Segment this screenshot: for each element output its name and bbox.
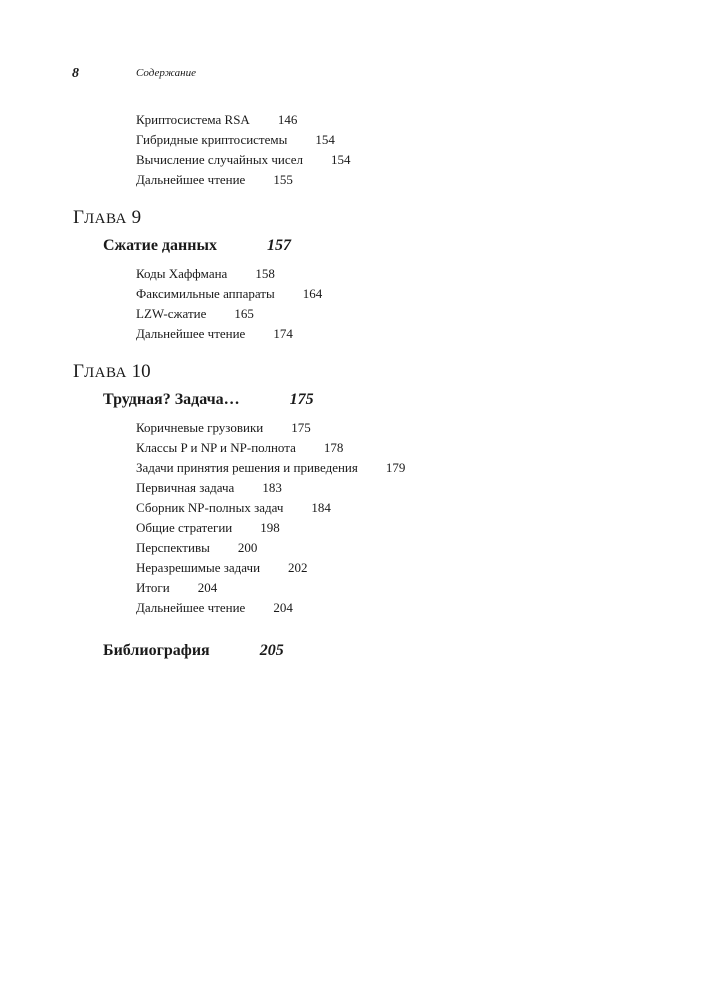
chapter-title-text: Трудная? Задача… — [103, 391, 240, 408]
chapter-number: 9 — [131, 207, 142, 228]
toc-entry-page: 204 — [273, 600, 293, 615]
toc-entry — [136, 520, 280, 536]
chapter-label — [73, 361, 151, 384]
toc-entry — [136, 306, 254, 322]
toc-entry — [136, 540, 257, 556]
running-title: Содержание — [136, 67, 197, 79]
toc-entry-page: 146 — [277, 112, 298, 127]
toc-entry — [136, 480, 282, 496]
toc-entry-title: LZW-сжатие — [136, 306, 207, 321]
chapter-number: 10 — [131, 361, 151, 382]
chapter-label-word: ЛАВА — [83, 211, 127, 227]
toc-entry-page: 178 — [323, 440, 344, 455]
toc-entry-page: 175 — [291, 420, 311, 435]
chapter-title — [103, 390, 314, 410]
toc-entry-title: Итоги — [136, 580, 170, 595]
toc-entry — [136, 286, 322, 302]
chapter-label — [73, 207, 141, 230]
toc-entry — [136, 112, 297, 128]
toc-entry-page: 154 — [331, 152, 351, 167]
chapter-title-text: Сжатие данных — [103, 237, 217, 254]
chapter-title — [103, 236, 291, 256]
toc-entry-page: 183 — [262, 480, 282, 495]
toc-entry-title: Коды Хаффмана — [136, 266, 228, 281]
toc-entry-page: 164 — [302, 286, 323, 301]
bibliography-page: 205 — [259, 642, 284, 659]
toc-entry-page: 198 — [260, 520, 280, 535]
toc-entry-title: Дальнейшее чтение — [136, 600, 246, 615]
toc-entry-title: Задачи принятия решения и приведения — [136, 460, 358, 475]
toc-entry-title: Факсимильные аппараты — [136, 286, 275, 301]
toc-entry-page: 204 — [197, 580, 218, 595]
toc-entry-page: 155 — [273, 172, 293, 187]
toc-entry — [136, 460, 405, 476]
toc-entry-title: Дальнейшее чтение — [136, 326, 246, 341]
toc-entry-page: 154 — [315, 132, 335, 147]
toc-entry-title: Неразрешимые задачи — [136, 560, 261, 575]
toc-entry-title: Вычисление случайных чисел — [136, 152, 304, 167]
toc-entry-title: Коричневые грузовики — [136, 420, 264, 435]
toc-entry — [136, 600, 293, 616]
toc-entry-title: Общие стратегии — [136, 520, 233, 535]
toc-entry-page: 165 — [234, 306, 254, 321]
chapter-page: 157 — [266, 237, 291, 254]
bibliography-title: Библиография — [103, 642, 210, 659]
toc-entry-page: 202 — [288, 560, 308, 575]
toc-entry-title: Сборник NP-полных задач — [136, 500, 284, 515]
toc-entry-title: Перспективы — [136, 540, 210, 555]
toc-entry-page: 174 — [273, 326, 293, 341]
toc-entry-page: 179 — [385, 460, 406, 475]
toc-entry — [136, 326, 293, 342]
toc-entry-title: Дальнейшее чтение — [136, 172, 246, 187]
bibliography-entry — [103, 641, 284, 661]
toc-entry-page: 184 — [311, 500, 331, 515]
chapter-label-initial: Г — [73, 361, 84, 382]
toc-entry — [136, 420, 311, 436]
chapter-page: 175 — [289, 391, 314, 408]
toc-entry-title: Криптосистема RSA — [136, 112, 250, 127]
toc-entry-title: Первичная задача — [136, 480, 235, 495]
page-number: 8 — [72, 66, 79, 81]
toc-entry — [136, 172, 293, 188]
toc-entry — [136, 152, 351, 168]
toc-entry-page: 158 — [255, 266, 275, 281]
toc-entry-page: 200 — [237, 540, 258, 555]
toc-entry — [136, 266, 275, 282]
toc-entry — [136, 500, 331, 516]
chapter-label-initial: Г — [73, 207, 84, 228]
toc-entry-title: Классы P и NP и NP-полнота — [136, 440, 296, 455]
toc-entry — [136, 560, 308, 576]
toc-entry — [136, 580, 217, 596]
toc-entry-title: Гибридные криптосистемы — [136, 132, 288, 147]
toc-entry — [136, 132, 335, 148]
running-header — [72, 66, 572, 84]
chapter-label-word: ЛАВА — [83, 365, 127, 381]
toc-entry — [136, 440, 343, 456]
